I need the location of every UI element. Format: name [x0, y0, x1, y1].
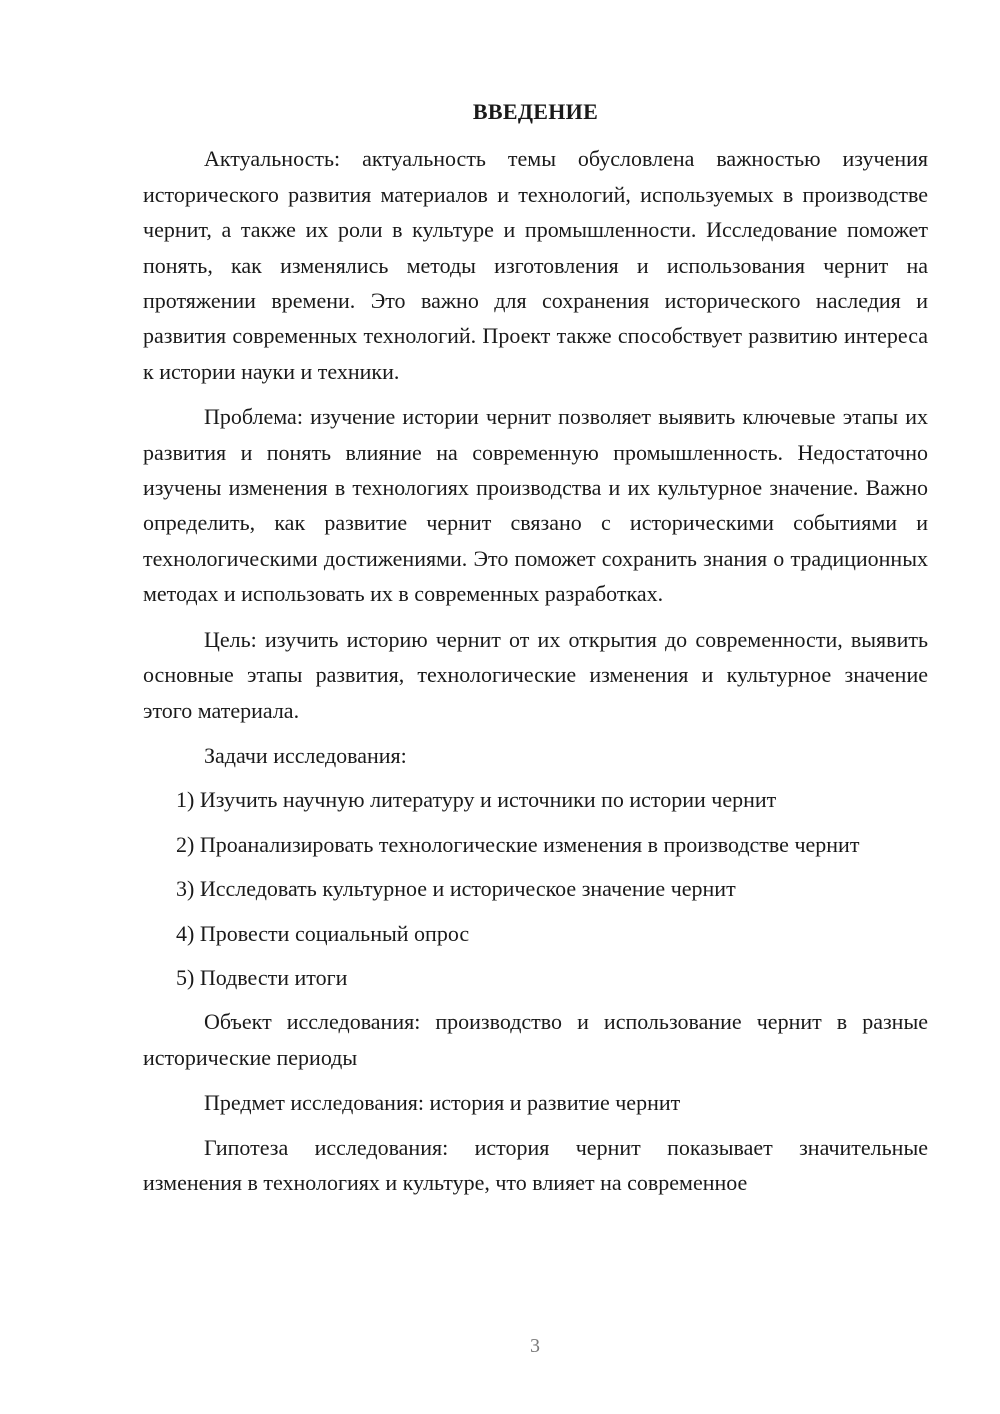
- task-item-4: 4) Провести социальный опрос: [176, 920, 470, 946]
- paragraph-relevance: Актуальность: актуальность темы обусловлена важностью изучения исторического развития материалов и технологий, используемых в производстве чернит, а также их роли в культуре и промышленности. Исследование поможет понять, как изменялись методы изготовления и использования чернит на протяжении времени. Это важно для сохранения исторического наследия и развития современных технологий. Проект также способствует развитию интереса к истории науки и техники.: [143, 146, 928, 384]
- task-item-1: 1) Изучить научную литературу и источники по истории чернит: [176, 787, 777, 813]
- paragraph-subject: Предмет исследования: история и развитие чернит: [204, 1090, 681, 1116]
- paragraph-object: Объект исследования: производство и использование чернит в разные исторические периоды: [143, 1009, 928, 1070]
- document-page: [143, 94, 928, 1210]
- section-title: ВВЕДЕНИЕ: [472, 99, 599, 124]
- paragraph-problem: Проблема: изучение истории чернит позволяет выявить ключевые этапы их развития и понять влияние на современную промышленность. Недостаточно изучены изменения в технологиях производства и их культурное значение. Важно определить, как развитие чернит связано с историческими событиями и технологическими достижениями. Это поможет сохранить знания о традиционных методах и использовать их в современных разработках.: [143, 404, 928, 607]
- paragraph-goal: Цель: изучить историю чернит от их открытия до современности, выявить основные этапы развития, технологические изменения и культурное значение этого материала.: [143, 626, 928, 723]
- paragraph-hypothesis: Гипотеза исследования: история чернит показывает значительные изменения в технологиях и культуре, что влияет на современное: [143, 1134, 928, 1195]
- task-item-2: 2) Проанализировать технологические изменения в производстве чернит: [176, 831, 860, 857]
- task-item-5: 5) Подвести итоги: [176, 964, 348, 990]
- page-number: 3: [530, 1335, 540, 1357]
- paragraph-tasks-heading: Задачи исследования:: [204, 742, 407, 768]
- task-item-3: 3) Исследовать культурное и историческое значение чернит: [176, 876, 736, 902]
